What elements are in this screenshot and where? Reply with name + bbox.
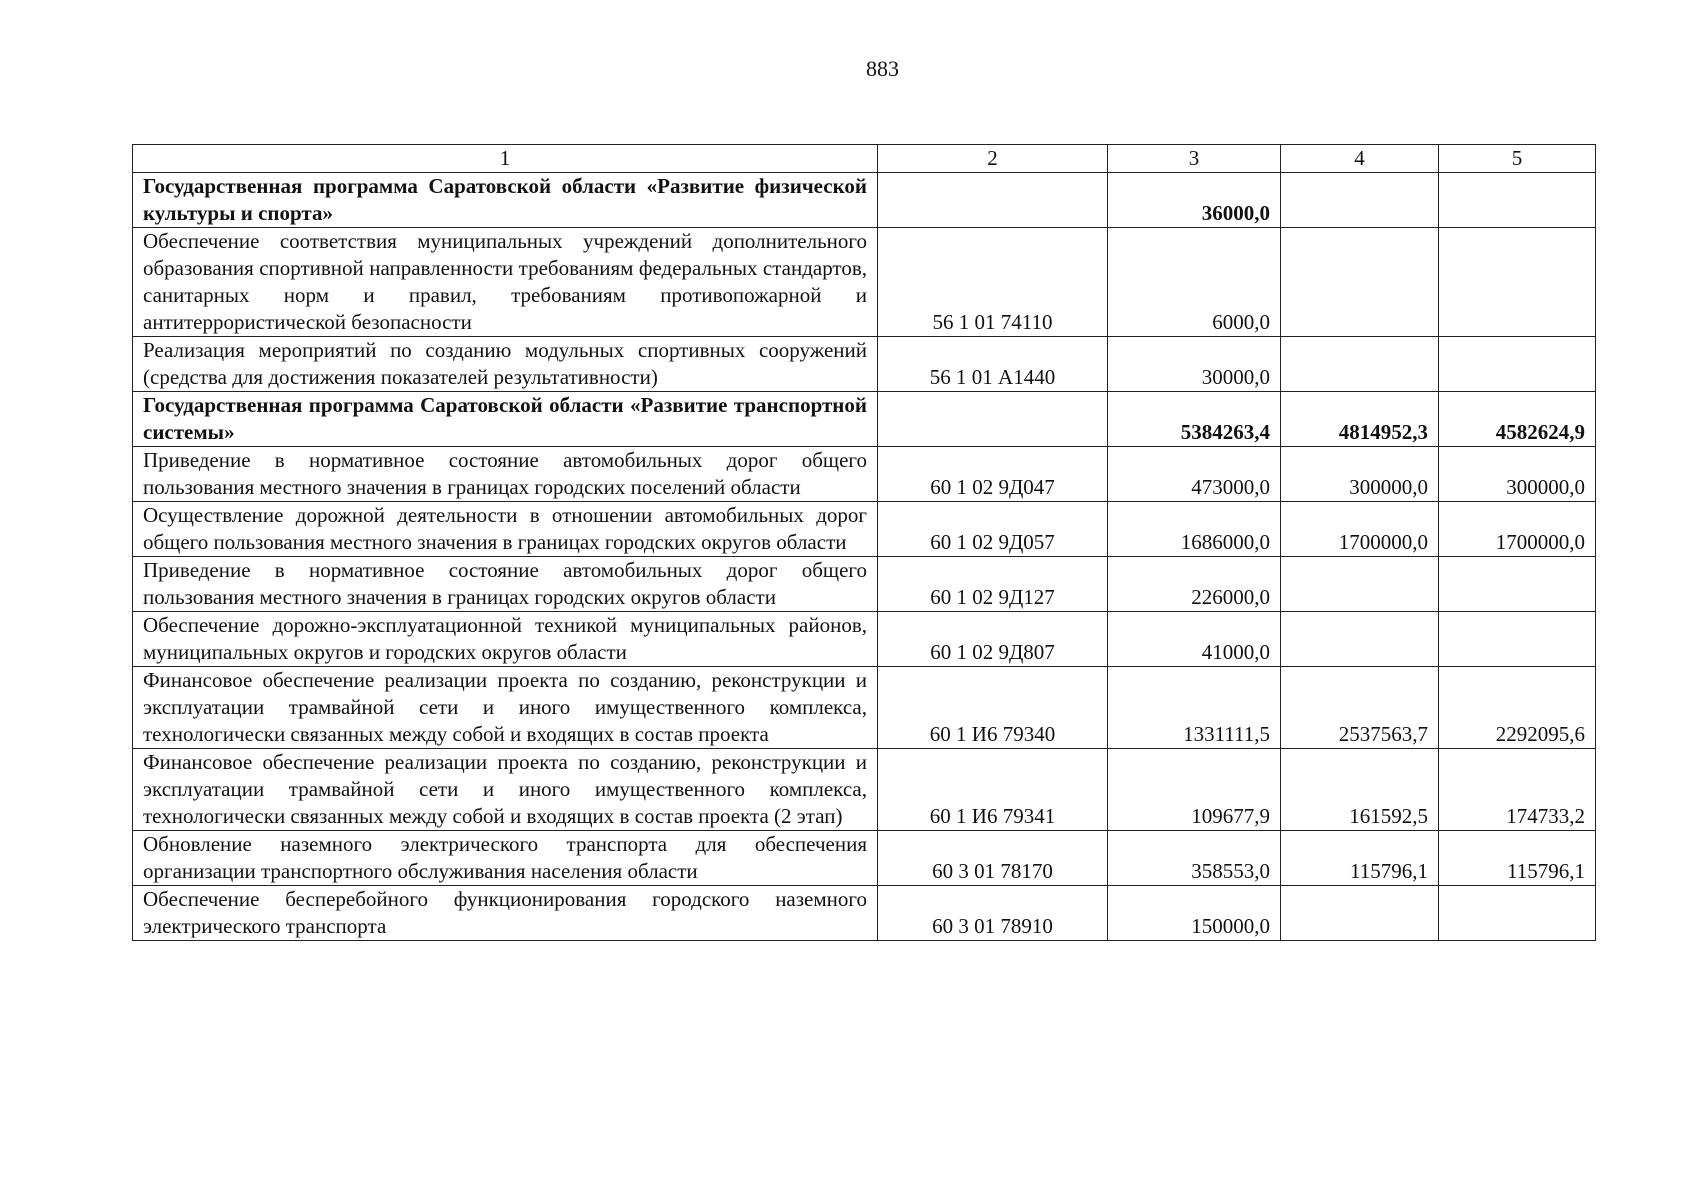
header-row [133, 145, 1596, 173]
table-row [133, 447, 1596, 502]
row-code [878, 173, 1108, 228]
row-code: 60 1 02 9Д807 [878, 612, 1108, 667]
row-name: Реализация мероприятий по созданию модульных спортивных сооружений (средства для достижения показателей результативности) [133, 337, 878, 392]
row-code: 60 1 02 9Д057 [878, 502, 1108, 557]
row-code: 60 3 01 78170 [878, 831, 1108, 886]
row-name: Обеспечение соответствия муниципальных учреждений дополнительного образования спортивной направленности требованиям федеральных стандартов, санитарных норм и правил, требованиям противопожарной и антитеррористической безопасности [133, 228, 878, 337]
row-value-3: 6000,0 [1108, 228, 1281, 337]
header-col-1: 1 [133, 145, 878, 173]
row-value-4 [1281, 612, 1439, 667]
table-row [133, 228, 1596, 337]
row-value-3: 41000,0 [1108, 612, 1281, 667]
table-row [133, 667, 1596, 749]
row-code: 60 1 И6 79341 [878, 749, 1108, 831]
row-value-5: 1700000,0 [1439, 502, 1596, 557]
row-value-5 [1439, 337, 1596, 392]
row-value-5 [1439, 557, 1596, 612]
row-code: 56 1 01 74110 [878, 228, 1108, 337]
row-value-5 [1439, 612, 1596, 667]
row-code: 60 3 01 78910 [878, 886, 1108, 941]
table-row [133, 831, 1596, 886]
row-name: Приведение в нормативное состояние автомобильных дорог общего пользования местного значения в границах городских округов области [133, 557, 878, 612]
page-number: 883 [866, 56, 899, 81]
table-row [133, 557, 1596, 612]
row-name: Финансовое обеспечение реализации проекта по созданию, реконструкции и эксплуатации трамвайной сети и иного имущественного комплекса, технологически связанных между собой и входящих в состав проекта [133, 667, 878, 749]
row-value-4: 1700000,0 [1281, 502, 1439, 557]
row-value-5: 174733,2 [1439, 749, 1596, 831]
row-value-4 [1281, 886, 1439, 941]
table-row [133, 392, 1596, 447]
row-name: Обеспечение бесперебойного функционирования городского наземного электрического транспорта [133, 886, 878, 941]
row-value-5: 115796,1 [1439, 831, 1596, 886]
row-value-5: 300000,0 [1439, 447, 1596, 502]
row-value-5 [1439, 886, 1596, 941]
row-name: Осуществление дорожной деятельности в отношении автомобильных дорог общего пользования местного значения в границах городских округов области [133, 502, 878, 557]
row-value-3: 36000,0 [1108, 173, 1281, 228]
header-col-2: 2 [878, 145, 1108, 173]
row-value-3: 5384263,4 [1108, 392, 1281, 447]
row-name: Приведение в нормативное состояние автомобильных дорог общего пользования местного значения в границах городских поселений области [133, 447, 878, 502]
table-row [133, 173, 1596, 228]
row-value-4: 4814952,3 [1281, 392, 1439, 447]
row-code: 60 1 02 9Д127 [878, 557, 1108, 612]
row-value-4: 115796,1 [1281, 831, 1439, 886]
header-col-5: 5 [1439, 145, 1596, 173]
row-code: 60 1 02 9Д047 [878, 447, 1108, 502]
row-value-4 [1281, 557, 1439, 612]
table-row [133, 612, 1596, 667]
row-name: Финансовое обеспечение реализации проекта по созданию, реконструкции и эксплуатации трамвайной сети и иного имущественного комплекса, технологически связанных между собой и входящих в состав проекта (2 этап) [133, 749, 878, 831]
row-value-3: 1331111,5 [1108, 667, 1281, 749]
row-value-5: 4582624,9 [1439, 392, 1596, 447]
header-col-3: 3 [1108, 145, 1281, 173]
row-value-4 [1281, 228, 1439, 337]
row-value-3: 1686000,0 [1108, 502, 1281, 557]
row-value-3: 109677,9 [1108, 749, 1281, 831]
row-value-4 [1281, 173, 1439, 228]
row-value-3: 30000,0 [1108, 337, 1281, 392]
row-name: Государственная программа Саратовской области «Развитие транспортной системы» [133, 392, 878, 447]
row-value-5 [1439, 228, 1596, 337]
row-value-5 [1439, 173, 1596, 228]
table-row [133, 886, 1596, 941]
row-value-3: 473000,0 [1108, 447, 1281, 502]
table-row [133, 502, 1596, 557]
row-code [878, 392, 1108, 447]
row-name: Обновление наземного электрического транспорта для обеспечения организации транспортного обслуживания населения области [133, 831, 878, 886]
row-name: Государственная программа Саратовской области «Развитие физической культуры и спорта» [133, 173, 878, 228]
table-row [133, 749, 1596, 831]
row-code: 60 1 И6 79340 [878, 667, 1108, 749]
row-name: Обеспечение дорожно-эксплуатационной техникой муниципальных районов, муниципальных округов и городских округов области [133, 612, 878, 667]
table-row [133, 337, 1596, 392]
row-value-4: 161592,5 [1281, 749, 1439, 831]
row-code: 56 1 01 А1440 [878, 337, 1108, 392]
row-value-5: 2292095,6 [1439, 667, 1596, 749]
row-value-4: 2537563,7 [1281, 667, 1439, 749]
row-value-3: 226000,0 [1108, 557, 1281, 612]
row-value-3: 150000,0 [1108, 886, 1281, 941]
budget-table [132, 144, 1596, 941]
row-value-4: 300000,0 [1281, 447, 1439, 502]
row-value-4 [1281, 337, 1439, 392]
header-col-4: 4 [1281, 145, 1439, 173]
row-value-3: 358553,0 [1108, 831, 1281, 886]
